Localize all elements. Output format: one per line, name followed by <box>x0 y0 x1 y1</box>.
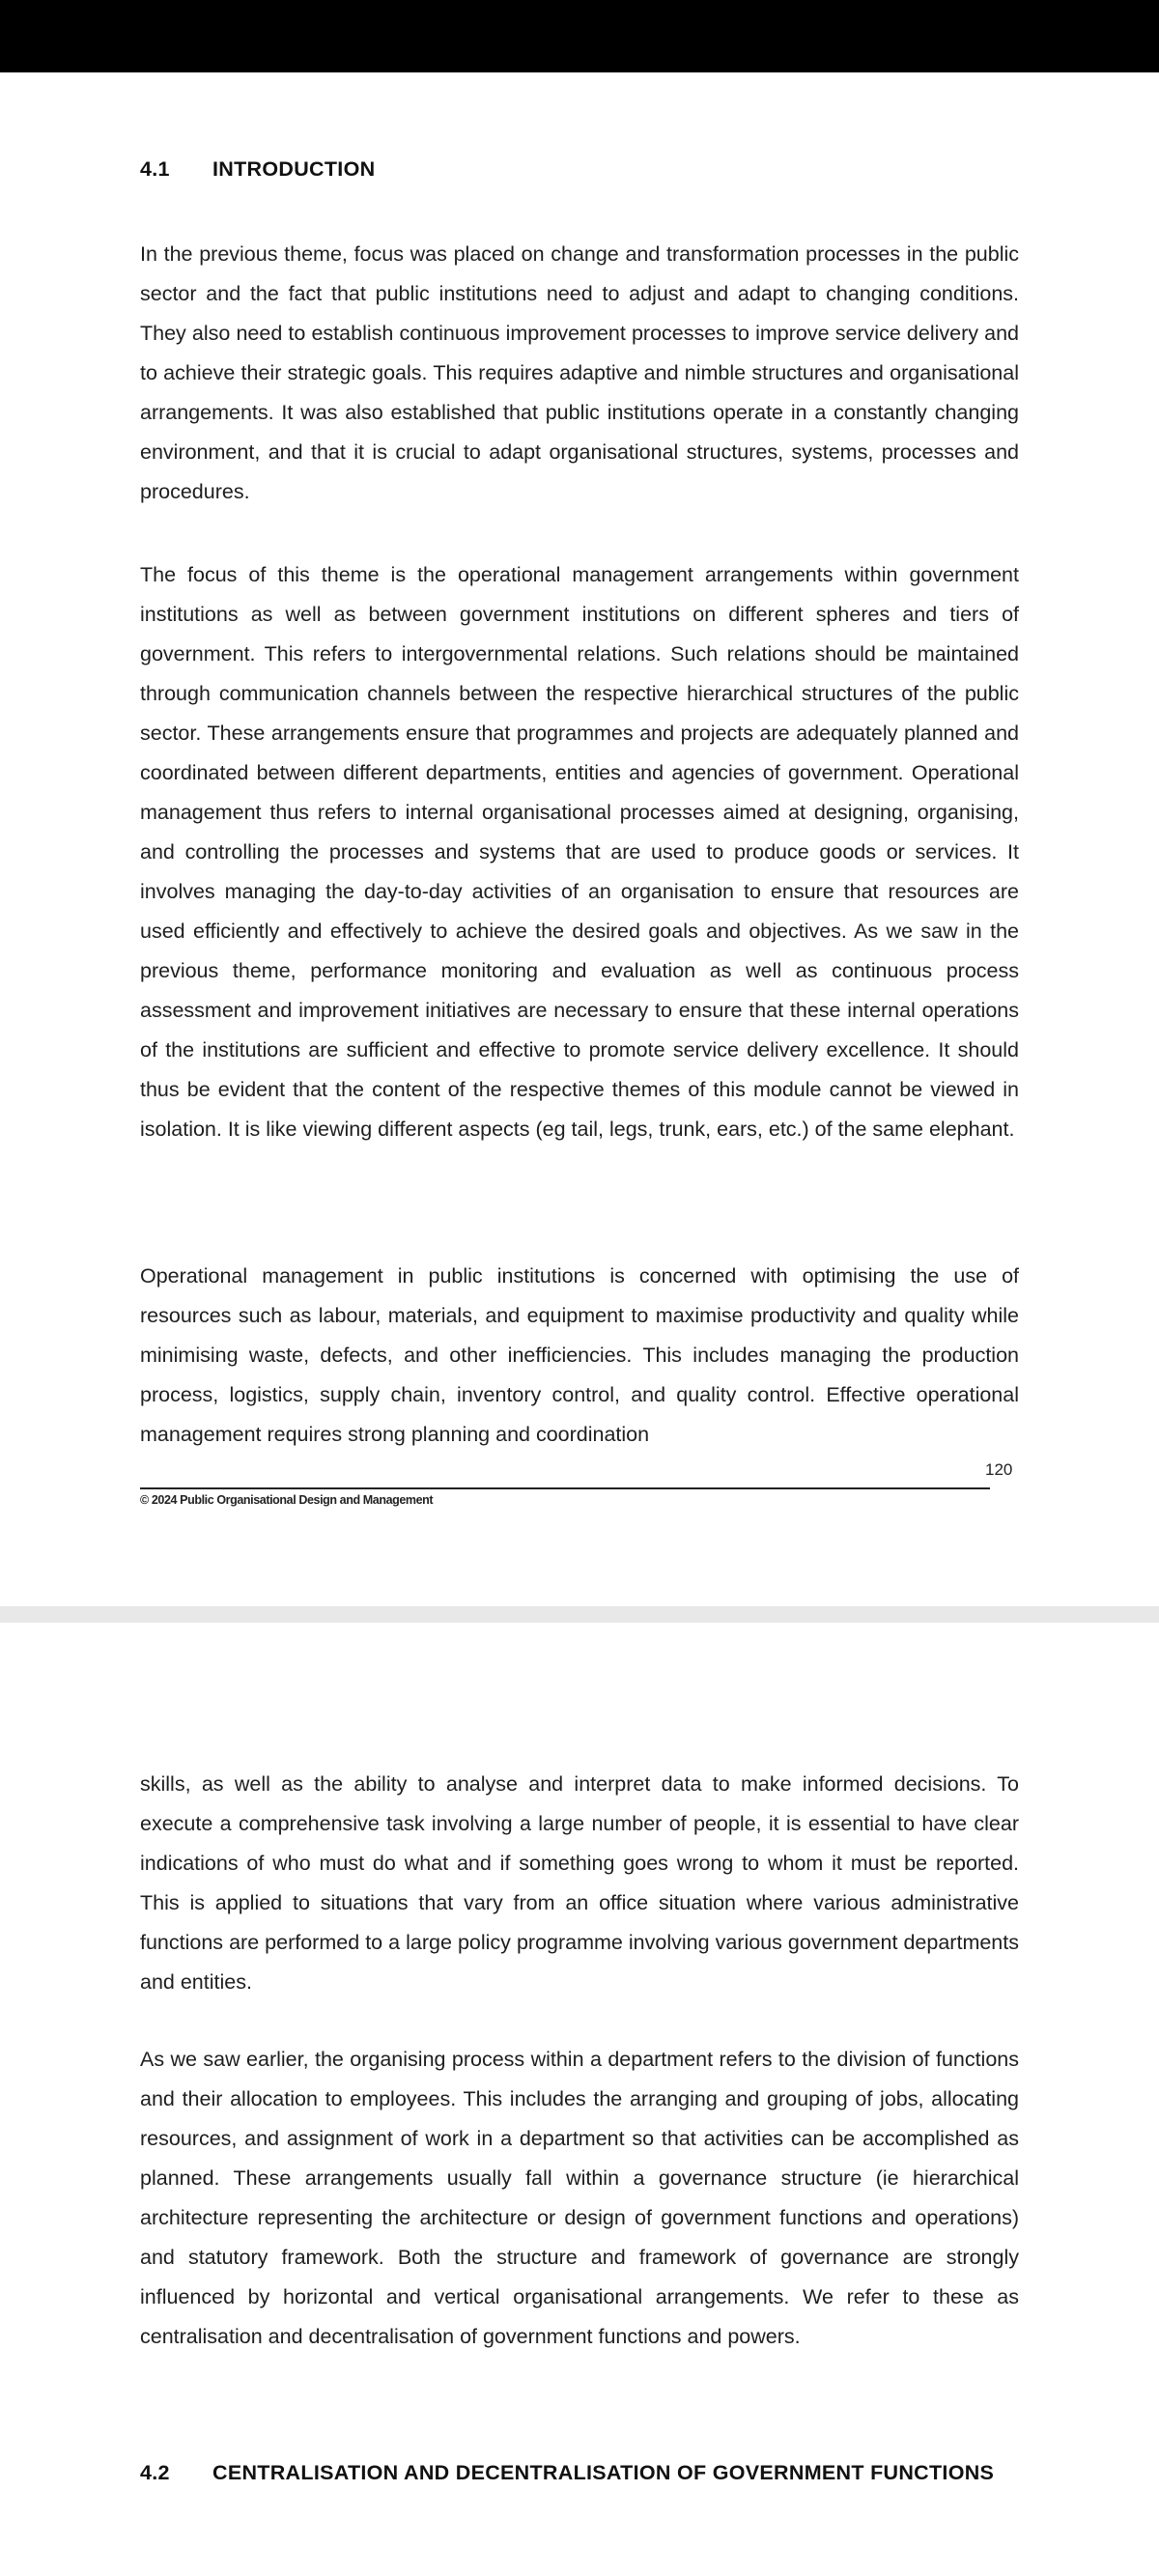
paragraph-continued-2: As we saw earlier, the organising process within a department refers to the division of functions and their allocation to employees. This includes the arranging and grouping of jobs, allocating resources, and assignment of work in a department so that activities can be accomplished as planned. These arrangements usually fall within a governance structure (ie hierarchical architecture representing the architecture or design of government functions and operations) and statutory framework. Both the structure and framework of governance are strongly influenced by horizontal and vertical organisational arrangements. We refer to these as centralisation and decentralisation of government functions and powers. <box>140 2048 1019 2348</box>
paragraph-continued-1: skills, as well as the ability to analyse and interpret data to make informed decisions. To execute a comprehensive task involving a large number of people, it is essential to have clear indications of who must do what and if something goes wrong to whom it must be reported. This is applied to situations that vary from an office situation where various administrative functions are performed to a large policy programme involving various government departments and entities. <box>140 1772 1019 1994</box>
section-number: 4.1 <box>140 157 170 181</box>
document-page-120 <box>0 72 1159 1606</box>
section-title: INTRODUCTION <box>212 157 376 181</box>
section-heading-4-1 <box>140 157 375 182</box>
paragraph-introduction-2: The focus of this theme is the operational management arrangements within government institutions as well as between government institutions on different spheres and tiers of government. This refers to intergovernmental relations. Such relations should be maintained through communication channels between the respective hierarchical structures of the public sector. These arrangements ensure that programmes and projects are adequately planned and coordinated between different departments, entities and agencies of government. Operational management thus refers to internal organisational processes aimed at designing, organising, and controlling the processes and systems that are used to produce goods or services. It involves managing the day-to-day activities of an organisation to ensure that resources are used efficiently and effectively to achieve the desired goals and objectives. As we saw in the previous theme, performance monitoring and evaluation as well as continuous process assessment and improvement initiatives are necessary to ensure that these internal operations of the institutions are sufficient and effective to promote service delivery excellence. It should thus be evident that the content of the respective themes of this module cannot be viewed in isolation. It is like viewing different aspects (eg tail, legs, trunk, ears, etc.) of the same elephant. <box>140 563 1019 1141</box>
footer-divider <box>140 1487 990 1489</box>
section-heading-4-2 <box>140 2451 1019 2494</box>
paragraph-introduction-1: In the previous theme, focus was placed on change and transformation processes in the public sector and the fact that public institutions need to adjust and adapt to changing conditions. They also need to establish continuous improvement processes to improve service delivery and to achieve their strategic goals. This requires adaptive and nimble structures and organisational arrangements. It was also established that public institutions operate in a constantly changing environment, and that it is crucial to adapt organisational structures, systems, processes and procedures. <box>140 242 1019 503</box>
section-number: 4.2 <box>140 2461 170 2484</box>
page-separator <box>0 1606 1159 1623</box>
status-bar <box>0 0 1159 72</box>
paragraph-introduction-3: Operational management in public institutions is concerned with optimising the use of resources such as labour, materials, and equipment to maximise productivity and quality while minimising waste, defects, and other inefficiencies. This includes managing the production process, logistics, supply chain, inventory control, and quality control. Effective operational management requires strong planning and coordination <box>140 1264 1019 1446</box>
page-number: 120 <box>985 1460 1013 1479</box>
document-page-121 <box>0 1623 1159 2576</box>
section-title: CENTRALISATION AND DECENTRALISATION OF GOVERNMENT FUNCTIONS <box>212 2461 995 2484</box>
copyright-notice: © 2024 Public Organisational Design and Management <box>140 1493 434 1507</box>
